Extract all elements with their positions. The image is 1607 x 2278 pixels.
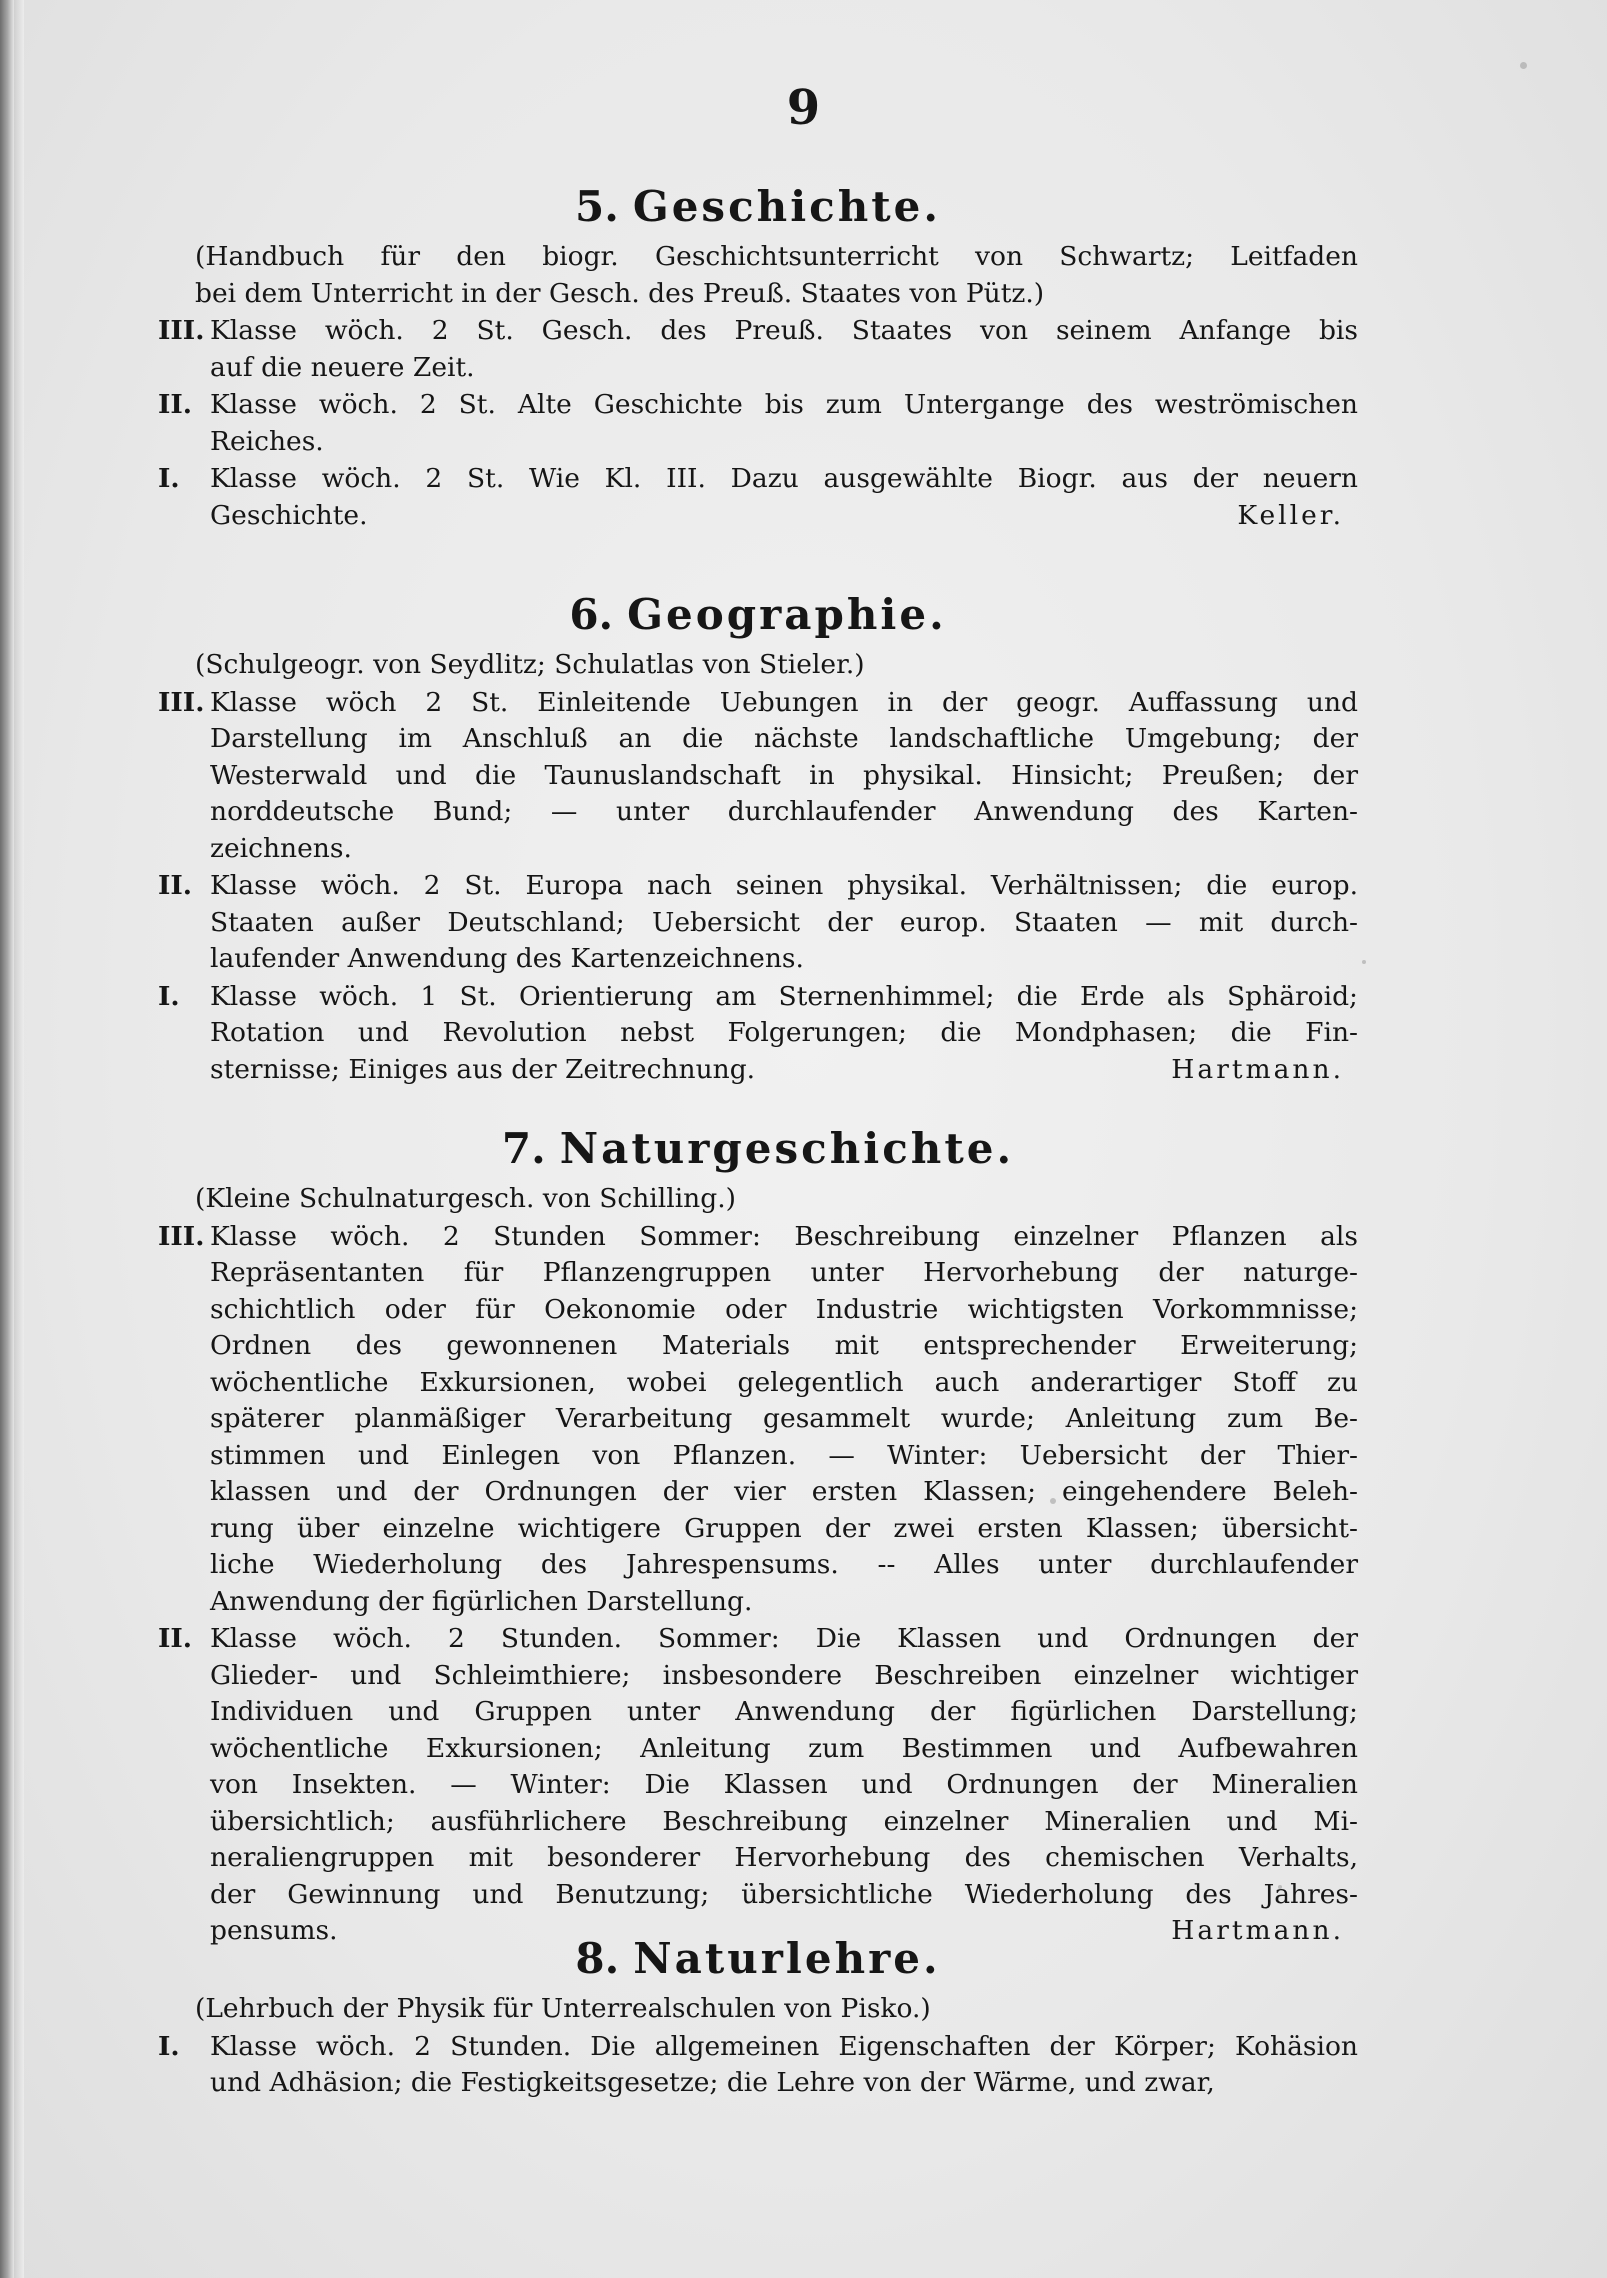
entry-text	[158, 313, 1358, 386]
section-number: 5.	[574, 182, 619, 231]
text-line: Klasse wöch. 2 Stunden Sommer: Beschreibung einzelner Pflanzen als	[210, 1220, 1358, 1252]
text-line: Reiches.	[210, 425, 324, 457]
entry-text	[158, 461, 1358, 534]
entry-text	[158, 2029, 1358, 2102]
teacher-signature: Keller.	[1237, 499, 1344, 531]
text-line: Klasse wöch. 1 St. Orientierung am Sternenhimmel; die Erde als Sphäroid;	[210, 980, 1358, 1012]
text-line: Individuen und Gruppen unter Anwendung der figürlichen Darstellung;	[210, 1696, 1358, 1727]
text-line: späterer planmäßiger Verarbeitung gesammelt wurde; Anleitung zum Be-	[210, 1403, 1358, 1434]
section-heading	[158, 1927, 1358, 1991]
text-line: pensums. Hartmann.	[210, 1913, 1358, 1950]
page-number: 9	[786, 80, 821, 136]
text-line: Rotation und Revolution nebst Folgerungen; die Mondphasen; die Fin-	[210, 1017, 1358, 1048]
section-number: 6.	[569, 590, 614, 639]
text-line: Glieder- und Schleimthiere; insbesondere Beschreiben einzelner wichtiger	[210, 1659, 1358, 1691]
source-line: (Schulgeogr. von Seydlitz; Schulatlas von Stieler.)	[195, 649, 865, 680]
text-line: Anwendung der figürlichen Darstellung.	[210, 1585, 753, 1617]
section-heading	[158, 175, 1358, 239]
class-entry: II. Klasse wöch. 2 St. Europa nach seinen physikal. Verhältnissen; die europ. Staaten außer Deutschland; Uebersicht der europ. Staaten — mit durch- laufender Anwendung des Kartenzeichnens.	[158, 868, 1358, 978]
section-7	[158, 1107, 1358, 1950]
teacher-signature: Hartmann.	[1171, 1915, 1344, 1946]
book-gutter	[14, 0, 24, 2278]
source-reference	[158, 1181, 1358, 1218]
text-line: von Insekten. — Winter: Die Klassen und Ordnungen der Mineralien	[210, 1769, 1358, 1800]
entry-text	[158, 387, 1358, 460]
text-line: Repräsentanten für Pflanzengruppen unter Hervorhebung der naturge-	[210, 1257, 1358, 1288]
source-reference	[158, 239, 1358, 312]
entry-text	[158, 1621, 1358, 1950]
paper-speck	[1520, 62, 1527, 69]
source-line: (Handbuch für den biogr. Geschichtsunterricht von Schwartz; Leitfaden	[195, 241, 1358, 272]
section-6	[158, 573, 1358, 1088]
text-line: Ordnen des gewonnenen Materials mit entsprechender Erweiterung;	[210, 1330, 1358, 1361]
text-line: wöchentliche Exkursionen, wobei gelegentlich auch anderartiger Stoff zu	[210, 1366, 1358, 1398]
text-line: auf die neuere Zeit.	[210, 351, 475, 383]
source-line: (Lehrbuch der Physik für Unterrealschulen von Pisko.)	[195, 1993, 931, 2024]
class-entry: III. Klasse wöch. 2 St. Gesch. des Preuß. Staates von seinem Anfange bis auf die neuere Zeit.	[158, 313, 1358, 386]
section-5	[158, 175, 1358, 534]
text-line: Klasse wöch. 2 St. Europa nach seinen physikal. Verhältnissen; die europ.	[210, 870, 1358, 901]
text-line: rung über einzelne wichtigere Gruppen der zwei ersten Klassen; übersicht-	[210, 1512, 1358, 1544]
text-line: schichtlich oder für Oekonomie oder Industrie wichtigsten Vorkommnisse;	[210, 1293, 1358, 1325]
text-line: Klasse wöch 2 St. Einleitende Uebungen in der geogr. Auffassung und	[210, 686, 1358, 718]
text-line: der Gewinnung und Benutzung; übersichtliche Wiederholung des Jahres-	[210, 1878, 1358, 1910]
section-title: Geographie.	[627, 590, 947, 639]
class-entry: III. Klasse wöch. 2 Stunden Sommer: Beschreibung einzelner Pflanzen als Repräsentanten für Pflanzengruppen unter Hervorhebung der naturge- schichtlich oder für Oekonomie oder Industrie wichtigsten Vorkommnisse; Ordnen des gewonnenen Materials mit entsprechender Erweiterung; wöchentliche Exkursionen, wobei gelegentlich auch anderartiger Stoff zu späterer planmäßiger Verarbeitung gesammelt wurde; Anleitung zum Be- stimmen und Einlegen von Pflanzen. — Winter: Uebersicht der Thier- klassen und der Ordnungen der vier ersten Klassen; eingehendere Beleh- rung über einzelne wichtigere Gruppen der zwei ersten Klassen; übersicht- liche Wiederholung des Jahrespensums. -- Alles unter durchlaufender Anwendung der figürlichen Darstellung.	[158, 1219, 1358, 1621]
entry-text	[158, 868, 1358, 978]
text-line: übersichtlich; ausführlichere Beschreibung einzelner Mineralien und Mi-	[210, 1805, 1358, 1837]
source-line: bei dem Unterricht in der Gesch. des Preuß. Staates von Pütz.)	[195, 277, 1045, 309]
text-line: Darstellung im Anschluß an die nächste landschaftliche Umgebung; der	[210, 723, 1358, 754]
text-line: neraliengruppen mit besonderer Hervorhebung des chemischen Verhalts,	[210, 1842, 1358, 1873]
section-heading	[158, 1117, 1358, 1181]
section-title: Naturgeschichte.	[559, 1124, 1015, 1173]
text-line: stimmen und Einlegen von Pflanzen. — Winter: Uebersicht der Thier-	[210, 1439, 1358, 1471]
text-line: Klasse wöch. 2 St. Gesch. des Preuß. Staates von seinem Anfange bis	[210, 315, 1358, 346]
section-number: 8.	[575, 1934, 620, 1983]
entry-text	[158, 685, 1358, 868]
source-reference	[158, 1991, 1358, 2028]
text-line: sternisse; Einiges aus der Zeitrechnung. Hartmann.	[210, 1052, 1358, 1089]
text-line: wöchentliche Exkursionen; Anleitung zum Bestimmen und Aufbewahren	[210, 1732, 1358, 1764]
text-line: zeichnens.	[210, 832, 352, 864]
text-line: laufender Anwendung des Kartenzeichnens.	[210, 943, 804, 974]
text-line: Westerwald und die Taunuslandschaft in physikal. Hinsicht; Preußen; der	[210, 759, 1358, 791]
text-line: und Adhäsion; die Festigkeitsgesetze; die Lehre von der Wärme, und zwar,	[210, 2067, 1215, 2098]
text-line: Klasse wöch. 2 Stunden. Die allgemeinen Eigenschaften der Körper; Kohäsion	[210, 2030, 1358, 2062]
entry-text	[158, 979, 1358, 1089]
text-line: klassen und der Ordnungen der vier ersten Klassen; eingehendere Beleh-	[210, 1476, 1358, 1507]
class-entry: II. Klasse wöch. 2 St. Alte Geschichte bis zum Untergange des weströmischen Reiches.	[158, 387, 1358, 460]
text-line: Staaten außer Deutschland; Uebersicht der europ. Staaten — mit durch-	[210, 906, 1358, 938]
section-heading	[158, 583, 1358, 647]
book-spine-shadow	[0, 0, 14, 2278]
entry-text	[158, 1219, 1358, 1621]
teacher-signature: Hartmann.	[1171, 1053, 1344, 1085]
class-entry: I. Klasse wöch. 2 St. Wie Kl. III. Dazu ausgewählte Biogr. aus der neuern Geschichte. Keller.	[158, 461, 1358, 534]
section-number: 7.	[501, 1124, 546, 1173]
class-entry: III. Klasse wöch 2 St. Einleitende Uebungen in der geogr. Auffassung und Darstellung im Anschluß an die nächste landschaftliche Umgebung; der Westerwald und die Taunuslandschaft in physikal. Hinsicht; Preußen; der norddeutsche Bund; — unter durchlaufender Anwendung des Karten- zeichnens.	[158, 685, 1358, 868]
text-line: Geschichte. Keller.	[210, 498, 1358, 535]
text-line: Klasse wöch. 2 Stunden. Sommer: Die Klassen und Ordnungen der	[210, 1623, 1358, 1654]
paper-speck	[1362, 960, 1366, 964]
class-entry: II. Klasse wöch. 2 Stunden. Sommer: Die Klassen und Ordnungen der Glieder- und Schleimthiere; insbesondere Beschreiben einzelner wichtiger Individuen und Gruppen unter Anwendung der figürlichen Darstellung; wöchentliche Exkursionen; Anleitung zum Bestimmen und Aufbewahren von Insekten. — Winter: Die Klassen und Ordnungen der Mineralien übersichtlich; ausführlichere Beschreibung einzelner Mineralien und Mi- neraliengruppen mit besonderer Hervorhebung des chemischen Verhalts, der Gewinnung und Benutzung; übersichtliche Wiederholung des Jahres- pensums. Hartmann.	[158, 1621, 1358, 1950]
text-line: Klasse wöch. 2 St. Wie Kl. III. Dazu ausgewählte Biogr. aus der neuern	[210, 463, 1358, 494]
section-title: Naturlehre.	[633, 1934, 941, 1983]
source-reference	[158, 647, 1358, 684]
text-line: Klasse wöch. 2 St. Alte Geschichte bis zum Untergange des weströmischen	[210, 389, 1358, 420]
section-title: Geschichte.	[632, 182, 941, 231]
class-entry: I. Klasse wöch. 2 Stunden. Die allgemeinen Eigenschaften der Körper; Kohäsion und Adhäsion; die Festigkeitsgesetze; die Lehre von der Wärme, und zwar,	[158, 2029, 1358, 2102]
text-line: norddeutsche Bund; — unter durchlaufender Anwendung des Karten-	[210, 796, 1358, 827]
class-entry: I. Klasse wöch. 1 St. Orientierung am Sternenhimmel; die Erde als Sphäroid; Rotation und Revolution nebst Folgerungen; die Mondphasen; die Fin- sternisse; Einiges aus der Zeitrechnung. Hartmann.	[158, 979, 1358, 1089]
text-line: liche Wiederholung des Jahrespensums. -- Alles unter durchlaufender	[210, 1549, 1358, 1580]
section-8	[158, 1917, 1358, 2102]
source-line: (Kleine Schulnaturgesch. von Schilling.)	[195, 1183, 736, 1214]
